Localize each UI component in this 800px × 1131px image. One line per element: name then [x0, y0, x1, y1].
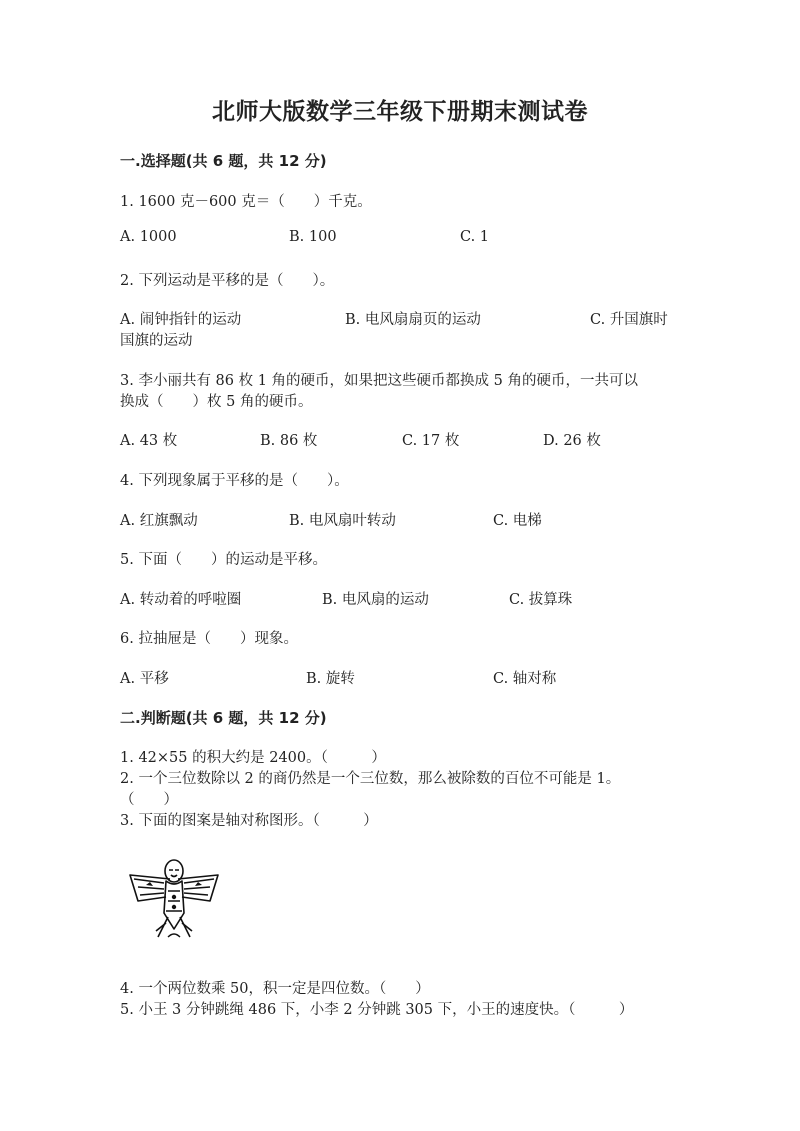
question-5-stem: 5. 下面（ ）的运动是平移。 — [120, 552, 327, 568]
question-3-stem-line-2: 换成（ ）枚 5 角的硬币。 — [120, 394, 313, 410]
kite-figure — [126, 857, 222, 939]
page-title: 北师大版数学三年级下册期末测试卷 — [212, 99, 588, 125]
question-1-option-a: A. 1000 — [120, 229, 177, 245]
question-3-option-b: B. 86 枚 — [260, 433, 318, 449]
question-5-option-c: C. 拔算珠 — [509, 592, 573, 608]
question-1-option-c: C. 1 — [460, 229, 490, 245]
judgement-5: 5. 小王 3 分钟跳绳 486 下，小李 2 分钟跳 305 下，小王的速度快。（ ） — [120, 1002, 634, 1018]
question-6-option-a: A. 平移 — [120, 671, 169, 687]
question-4-option-a: A. 红旗飘动 — [120, 513, 198, 529]
question-1-option-b: B. 100 — [289, 229, 337, 245]
question-1-stem: 1. 1600 克－600 克＝（ ）千克。 — [120, 194, 372, 210]
question-5-option-b: B. 电风扇的运动 — [322, 592, 429, 608]
question-2-option-c-continued: 国旗的运动 — [120, 333, 193, 349]
question-6-option-c: C. 轴对称 — [493, 671, 557, 687]
question-6-stem: 6. 拉抽屉是（ ）现象。 — [120, 631, 298, 647]
judgement-3: 3. 下面的图案是轴对称图形。（ ） — [120, 813, 378, 829]
question-2-option-a: A. 闹钟指针的运动 — [120, 312, 242, 328]
question-2-option-c: C. 升国旗时 — [590, 312, 668, 328]
question-2-stem: 2. 下列运动是平移的是（ ）。 — [120, 273, 335, 289]
section-heading-judgement: 二.判断题(共 6 题，共 12 分) — [120, 709, 327, 727]
question-3-option-a: A. 43 枚 — [120, 433, 178, 449]
question-3-stem-line-1: 3. 李小丽共有 86 枚 1 角的硬币，如果把这些硬币都换成 5 角的硬币，一共可以 — [120, 373, 638, 389]
judgement-2-continued: （ ） — [120, 792, 178, 808]
question-4-option-c: C. 电梯 — [493, 513, 542, 529]
judgement-1: 1. 42×55 的积大约是 2400。（ ） — [120, 750, 386, 766]
section-heading-choice: 一.选择题(共 6 题，共 12 分) — [120, 152, 327, 170]
question-3-option-d: D. 26 枚 — [543, 433, 601, 449]
question-2-option-b: B. 电风扇扇页的运动 — [345, 312, 481, 328]
judgement-2: 2. 一个三位数除以 2 的商仍然是一个三位数，那么被除数的百位不可能是 1。 — [120, 771, 621, 787]
question-6-option-b: B. 旋转 — [306, 671, 355, 687]
question-4-option-b: B. 电风扇叶转动 — [289, 513, 396, 529]
question-4-stem: 4. 下列现象属于平移的是（ ）。 — [120, 473, 349, 489]
question-5-option-a: A. 转动着的呼啦圈 — [120, 592, 242, 608]
question-3-option-c: C. 17 枚 — [402, 433, 460, 449]
judgement-4: 4. 一个两位数乘 50，积一定是四位数。（ ） — [120, 981, 430, 997]
